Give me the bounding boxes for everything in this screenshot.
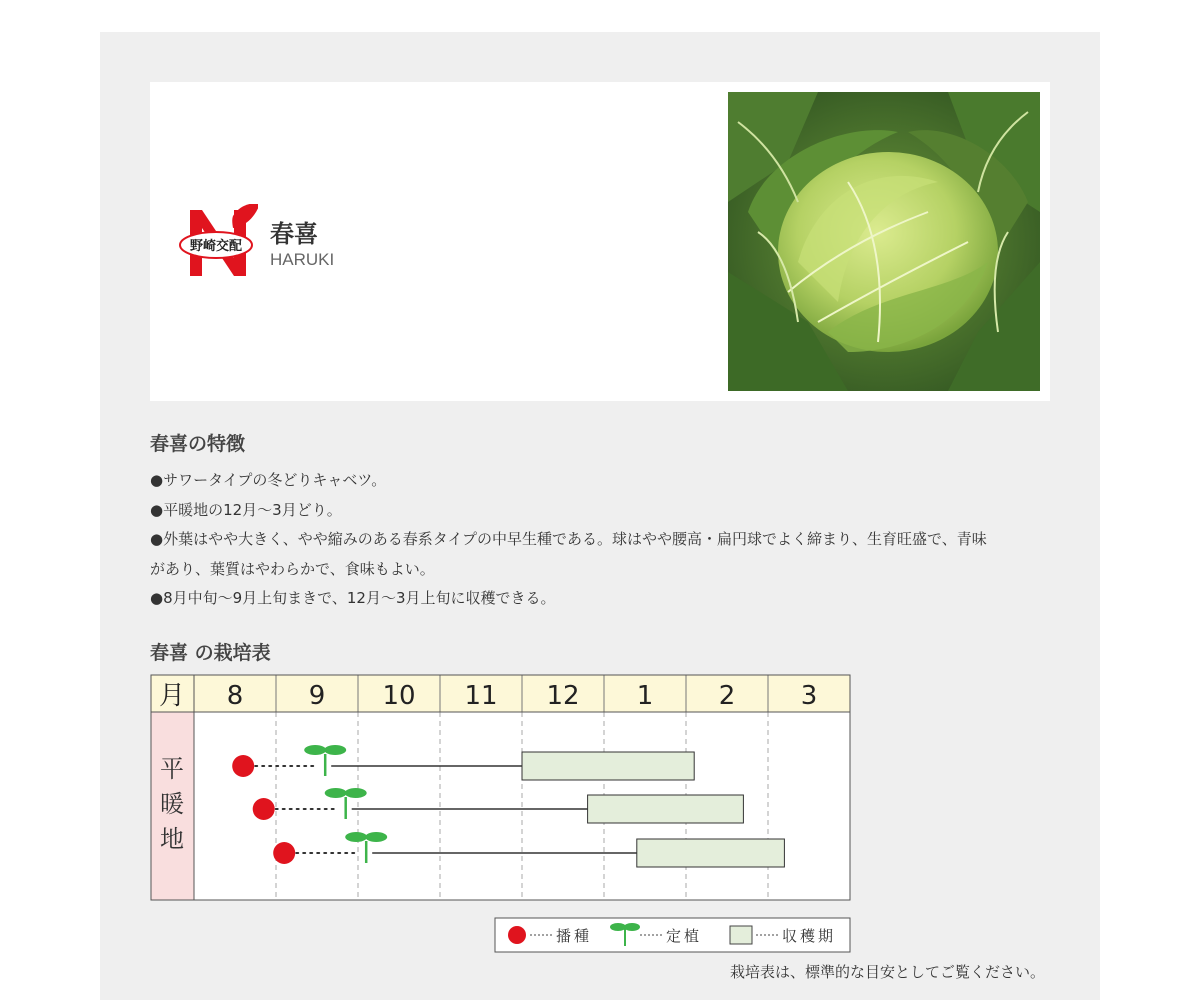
month-corner-label: 月: [158, 681, 186, 711]
product-header-card: [150, 82, 1050, 401]
month-label: 1: [636, 681, 654, 711]
sowing-point: [273, 842, 295, 864]
legend-sowing-label: 播種: [556, 927, 593, 945]
features-list: [150, 466, 1050, 614]
month-label: 9: [308, 681, 326, 711]
month-label: 3: [800, 681, 818, 711]
harvest-period-bar: [637, 839, 785, 867]
month-label: 10: [382, 681, 416, 711]
sowing-point: [253, 798, 275, 820]
main-panel: [100, 32, 1100, 1000]
cabbage-photo: [728, 92, 1040, 391]
schedule-note: 栽培表は、標準的な目安としてご覧ください。: [729, 963, 1045, 981]
month-label: 11: [464, 681, 498, 711]
harvest-legend-icon: [730, 926, 752, 944]
feature-item: ●サワータイプの冬どりキャベツ。: [150, 471, 387, 489]
month-label: 8: [226, 681, 244, 711]
harvest-period-bar: [588, 795, 744, 823]
product-name-en: HARUKI: [270, 250, 335, 269]
sowing-legend-icon: [508, 926, 526, 944]
features-title: 春喜の特徴: [150, 433, 246, 455]
legend-planting-label: 定植: [666, 927, 703, 945]
product-name: 春喜: [270, 220, 318, 248]
feature-item: ●平暖地の12月〜3月どり。: [150, 500, 342, 519]
chart-legend: [494, 917, 852, 955]
month-label: 12: [546, 681, 580, 711]
cultivation-schedule-chart: [150, 674, 852, 904]
month-label: 2: [718, 681, 736, 711]
legend-harvest-label: 収穫期: [782, 927, 837, 945]
logo-text: 野崎交配: [189, 239, 243, 254]
feature-item: があり、葉質はやわらかで、食味もよい。: [150, 559, 435, 578]
schedule-title: 春喜 の栽培表: [150, 642, 271, 664]
feature-item: ●外葉はやや大きく、やや縮みのある春系タイプの中早生種である。球はやや腰高・扁円球でよく締まり、生育旺盛で、青味: [150, 530, 987, 548]
harvest-period-bar: [522, 752, 694, 780]
nozaki-logo: [178, 204, 258, 282]
feature-item: ●8月中旬〜9月上旬まきで、12月〜3月上旬に収穫できる。: [150, 589, 556, 607]
region-label: 平暖地: [160, 755, 184, 853]
sowing-point: [232, 755, 254, 777]
